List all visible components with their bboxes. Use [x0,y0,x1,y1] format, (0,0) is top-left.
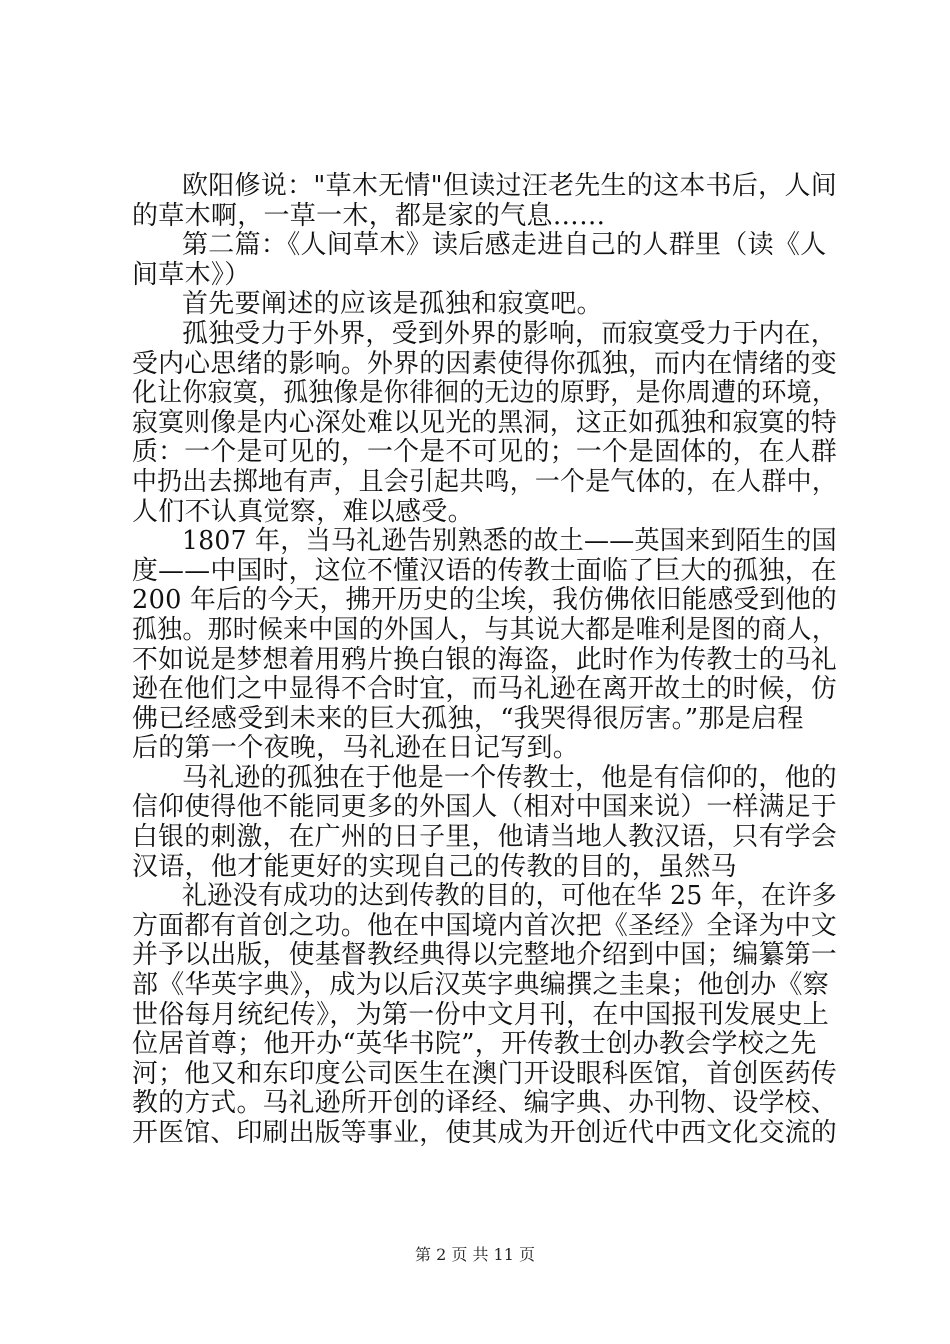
text-line: 间草木》） [132,259,251,290]
text-line: 质：一个是可见的，一个是不可见的；一个是固体的，在人群 [132,437,837,468]
text-line: 200 年后的今天，拂开历史的尘埃，我仿佛依旧能感受到他的 [132,585,837,616]
text-line: 度——中国时，这位不懂汉语的传教士面临了巨大的孤独，在 [132,555,837,586]
text-line: 马礼逊的孤独在于他是一个传教士，他是有信仰的，他的 [182,762,838,793]
text-line: 位居首尊；他开办“英华书院”，开传教士创办教会学校之先 [132,1029,817,1060]
page-footer: 第 2 页 共 11 页 [415,1245,535,1264]
text-line: 信仰使得他不能同更多的外国人（相对中国来说）一样满足于 [132,792,837,823]
document-body [132,172,837,1149]
text-line: 寂寞则像是内心深处难以见光的黑洞，这正如孤独和寂寞的特 [132,407,837,438]
text-line: 逊在他们之中显得不合时宜，而马礼逊在离开故土的时候，仿 [132,674,837,705]
text-line: 后的第一个夜晚，马礼逊在日记写到。 [132,733,580,764]
text-line: 1807 年，当马礼逊告别熟悉的故土——英国来到陌生的国 [182,526,837,557]
text-line: 部《华英字典》，成为以后汉英字典编撰之圭臬；他创办《察 [132,970,830,1001]
text-line: 河；他又和东印度公司医生在澳门开设眼科医馆，首创医药传 [132,1058,837,1089]
text-line: 受内心思绪的影响。外界的因素使得你孤独，而内在情绪的变 [132,348,837,379]
text-line: 不如说是梦想着用鸦片换白银的海盗，此时作为传教士的马礼 [132,644,837,675]
text-line: 人们不认真觉察，难以感受。 [132,496,474,527]
text-line: 教的方式。马礼逊所开创的译经、编字典、办刊物、设学校、 [132,1088,837,1119]
text-line: 的草木啊，一草一木，都是家的气息…… [132,200,606,231]
text-line: 白银的刺激，在广州的日子里，他请当地人教汉语，只有学会 [132,822,837,853]
text-line: 化让你寂寞，孤独像是你徘徊的无边的原野，是你周遭的环境， [132,378,838,409]
text-line: 并予以出版，使基督教经典得以完整地介绍到中国；编纂第一 [132,940,837,971]
text-line: 第二篇：《人间草木》读后感走进自己的人群里（读《人 [182,230,827,261]
text-line: 首先要阐述的应该是孤独和寂寞吧。 [182,289,603,320]
text-line: 汉语，他才能更好的实现自己的传教的目的，虽然马 [132,851,737,882]
text-line: 礼逊没有成功的达到传教的目的，可他在华 25 年，在许多 [182,881,838,912]
text-line: 开医馆、印刷出版等事业，使其成为开创近代中西文化交流的 [132,1118,837,1148]
text-line: 孤独。那时候来中国的外国人，与其说大都是唯利是图的商人， [132,614,838,645]
text-line: 中扔出去掷地有声，且会引起共鸣，一个是气体的，在人群中， [132,466,838,497]
text-line: 孤独受力于外界，受到外界的影响，而寂寞受力于内在， [182,318,838,349]
text-line: 欧阳修说："草木无情"但读过汪老先生的这本书后，人间 [182,171,837,201]
text-line: 方面都有首创之功。他在中国境内首次把《圣经》全译为中文 [132,910,837,941]
text-line: 佛已经感受到未来的巨大孤独，“我哭得很厉害。”那是启程 [132,703,804,734]
text-line: 世俗每月统纪传》，为第一份中文月刊，在中国报刊发展史上 [132,999,830,1030]
